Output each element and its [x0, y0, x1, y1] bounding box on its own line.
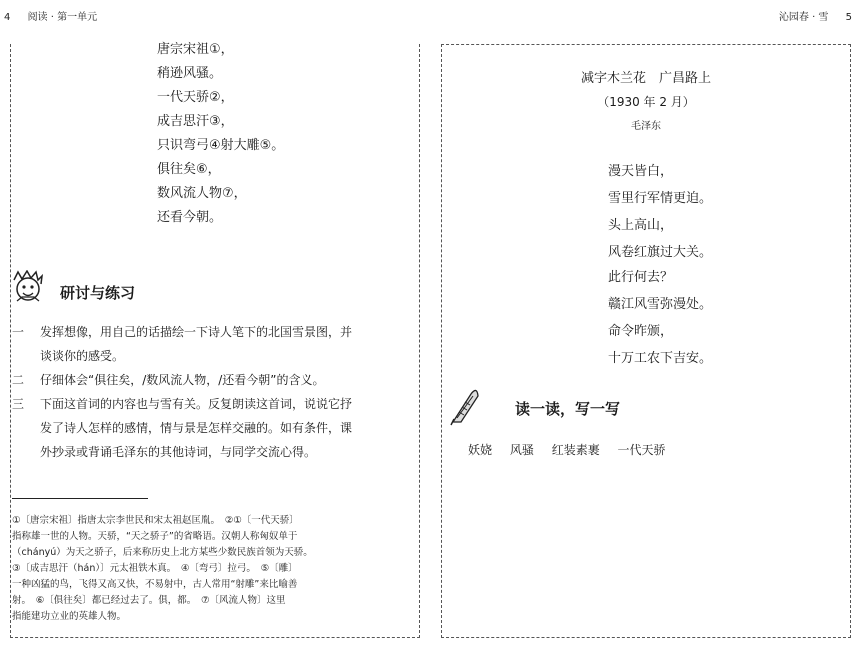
poem-line: 只识弯弓④射大雕⑤。	[157, 138, 285, 153]
exercise-number: 三	[12, 397, 25, 411]
footnote-line: 射。 ⑥〔俱往矣〕都已经过去了。俱，都。 ⑦〔风流人物〕这里	[12, 595, 286, 606]
footnote-line: 指称雄一世的人物。天骄，“天之骄子”的省略语。汉朝人称匈奴单于	[12, 531, 298, 542]
exercise-line: 发了诗人怎样的感情，情与景是怎样交融的。如有条件，课	[40, 421, 353, 435]
left-section-title: 阅读 · 第一单元	[27, 12, 98, 23]
footnote-line: 一种凶猛的鸟，飞得又高又快，不易射中，古人常用“射雕”来比喻善	[12, 579, 298, 590]
exercise-line: 下面这首词的内容也与雪有关。反复朗读这首词，说说它抒	[40, 397, 353, 411]
right-running-title: 沁园春 · 雪	[778, 12, 829, 23]
exercise-number: 一	[12, 325, 25, 339]
poem-stanza-2	[608, 264, 712, 372]
poem-date: （1930 年 2 月）	[597, 95, 695, 109]
poem-line: 此行何去？	[608, 270, 674, 285]
vocabulary-word: 妖娆	[468, 443, 493, 457]
vocabulary-word: 一代天骄	[617, 443, 666, 457]
exercise-line: 谈谈你的感受。	[40, 349, 125, 363]
exercise-line: 外抄录或背诵毛泽东的其他诗词，与同学交流心得。	[40, 445, 317, 459]
poem-line: 稍逊风骚。	[157, 66, 223, 81]
read-write-title: 读一读，写一写	[515, 400, 621, 418]
poem-continuation	[157, 38, 284, 230]
right-page-number: 5	[845, 12, 852, 23]
poem-line: 头上高山，	[608, 218, 674, 233]
vocabulary-list	[468, 441, 680, 458]
footnote-line: （chányú）为天之骄子，后来称历史上北方某些少数民族首领为天骄。	[12, 547, 313, 558]
vocabulary-word: 红装素裹	[551, 443, 600, 457]
poem-line: 命令昨颁，	[608, 324, 674, 339]
exercise-item	[12, 320, 418, 368]
poem-line: 风卷红旗过大关。	[608, 245, 713, 260]
poem-line: 一代天骄②，	[157, 90, 234, 105]
footnote-line: ①〔唐宗宋祖〕指唐太宗李世民和宋太祖赵匡胤。 ②①〔一代天骄〕	[12, 515, 299, 526]
poem-line: 漫天皆白，	[608, 164, 674, 179]
exercise-line: 仔细体会“俱往矣，/数风流人物，/还看今朝”的含义。	[40, 373, 325, 387]
student-mascot-icon	[8, 270, 52, 306]
vocabulary-word: 风骚	[509, 443, 534, 457]
exercise-item	[12, 392, 418, 464]
poem-line: 数风流人物⑦，	[157, 186, 247, 201]
left-page-header	[4, 8, 97, 23]
right-page-header	[779, 8, 852, 23]
poem-line: 十万工农下吉安。	[608, 351, 713, 366]
footnote-line: ③〔成吉思汗（hán）〕元太祖铁木真。 ④〔弯弓〕拉弓。 ⑤〔雕〕	[12, 563, 298, 574]
footnote-line: 指能建功立业的英雄人物。	[12, 611, 127, 622]
poem-line: 还看今朝。	[157, 210, 223, 225]
poem-line: 雪里行军情更迫。	[608, 191, 713, 206]
left-page-number: 4	[4, 12, 11, 23]
poem-title: 减字木兰花 广昌路上	[580, 71, 711, 86]
poem-line: 成吉思汗③，	[157, 114, 234, 129]
poem-line: 俱往矣⑥，	[157, 162, 221, 177]
poem-stanza-1	[608, 158, 712, 266]
poem-line: 赣江风雪弥漫处。	[608, 297, 713, 312]
footnotes	[12, 513, 420, 625]
exercise-number: 二	[12, 373, 25, 387]
study-section-title: 研讨与练习	[60, 284, 136, 302]
exercise-line: 发挥想像，用自己的话描绘一下诗人笔下的北国雪景图，并	[40, 325, 353, 339]
poem-line: 唐宗宋祖①，	[157, 42, 234, 57]
footnote-divider	[12, 498, 148, 499]
quill-pen-icon	[447, 388, 481, 426]
exercise-item	[12, 368, 418, 392]
poem-author: 毛泽东	[631, 121, 661, 132]
